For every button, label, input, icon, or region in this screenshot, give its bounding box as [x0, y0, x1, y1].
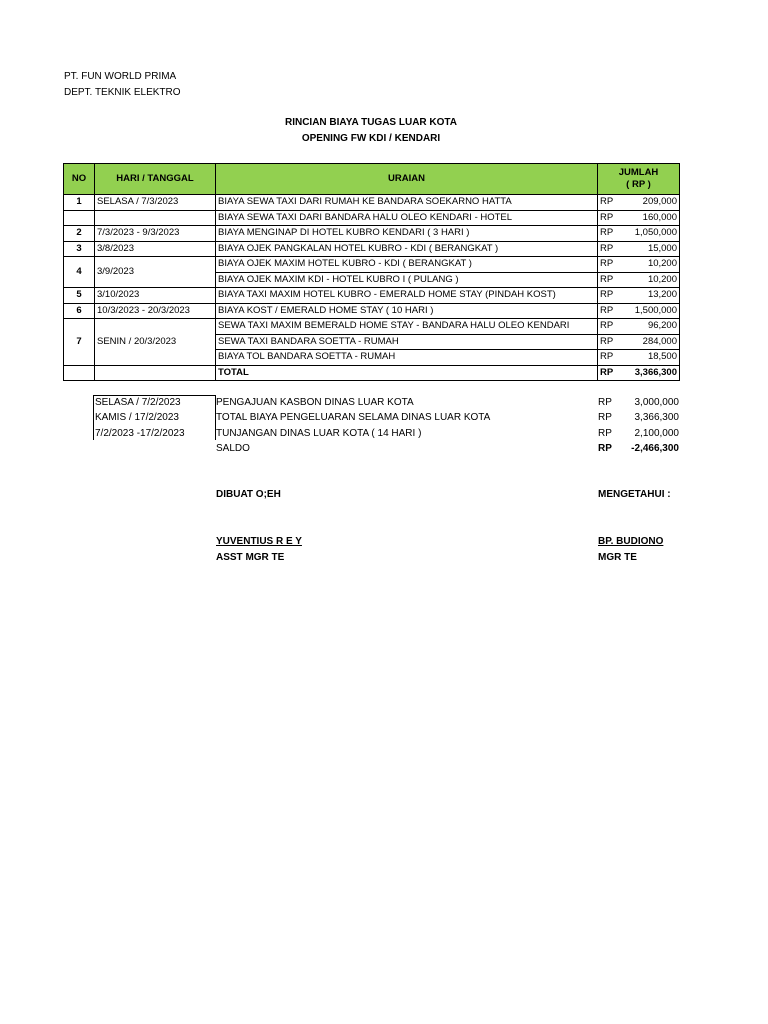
- header-amount: [598, 164, 680, 195]
- maker-name: YUVENTIUS R E Y: [216, 536, 302, 547]
- row-amount: 160,000: [622, 210, 680, 226]
- document-subtitle: OPENING FW KDI / KENDARI: [301, 133, 441, 144]
- row-currency: RP: [598, 319, 622, 335]
- row-description: SEWA TAXI MAXIM BEMERALD HOME STAY - BANDARA HALU OLEO KENDARI: [216, 319, 598, 335]
- row-amount: 1,050,000: [622, 226, 680, 242]
- row-no: 4: [64, 257, 95, 288]
- table-row: [64, 257, 680, 273]
- row-amount: 284,000: [622, 334, 680, 350]
- header-amount-line1: JUMLAH: [618, 167, 659, 178]
- expense-table: [63, 163, 680, 381]
- summary-description: TUNJANGAN DINAS LUAR KOTA ( 14 HARI ): [216, 428, 422, 439]
- row-currency: RP: [598, 226, 622, 242]
- row-no: [64, 210, 95, 226]
- department-name: DEPT. TEKNIK ELEKTRO: [64, 87, 181, 98]
- summary-amount: 3,000,000: [634, 397, 679, 408]
- row-date: 3/10/2023: [95, 288, 216, 304]
- summary-date: SELASA / 7/2/2023: [95, 397, 181, 408]
- total-amount: 3,366,300: [622, 365, 680, 381]
- approver-name: BP. BUDIONO: [598, 536, 664, 547]
- summary-description: TOTAL BIAYA PENGELUARAN SELAMA DINAS LUAR KOTA: [216, 412, 491, 423]
- row-currency: RP: [598, 272, 622, 288]
- row-date: 10/3/2023 - 20/3/2023: [95, 303, 216, 319]
- row-date: SENIN / 20/3/2023: [95, 319, 216, 366]
- total-empty-date: [95, 365, 216, 381]
- made-by-label: DIBUAT O;EH: [216, 489, 281, 500]
- row-no: 6: [64, 303, 95, 319]
- summary-date: 7/2/2023 -17/2/2023: [95, 428, 185, 439]
- row-date: 3/8/2023: [95, 241, 216, 257]
- approver-title: MGR TE: [598, 552, 637, 563]
- row-currency: RP: [598, 303, 622, 319]
- row-description: BIAYA MENGINAP DI HOTEL KUBRO KENDARI ( 3 HARI ): [216, 226, 598, 242]
- header-date: HARI / TANGGAL: [95, 164, 216, 195]
- table-row: [64, 195, 680, 211]
- table-row: [64, 303, 680, 319]
- row-amount: 209,000: [622, 195, 680, 211]
- row-description: BIAYA TOL BANDARA SOETTA - RUMAH: [216, 350, 598, 366]
- row-no: 2: [64, 226, 95, 242]
- total-currency: RP: [598, 365, 622, 381]
- row-amount: 10,200: [622, 257, 680, 273]
- row-date: SELASA / 7/3/2023: [95, 195, 216, 211]
- summary-currency: RP: [598, 412, 612, 423]
- row-currency: RP: [598, 241, 622, 257]
- summary-date: KAMIS / 17/2/2023: [95, 412, 179, 423]
- row-amount: 1,500,000: [622, 303, 680, 319]
- header-no: NO: [64, 164, 95, 195]
- total-label: TOTAL: [216, 365, 598, 381]
- summary-currency: RP: [598, 397, 612, 408]
- table-row: [64, 226, 680, 242]
- row-amount: 18,500: [622, 350, 680, 366]
- document-title: RINCIAN BIAYA TUGAS LUAR KOTA: [284, 117, 458, 128]
- row-date: 3/9/2023: [95, 257, 216, 288]
- summary-amount: 3,366,300: [634, 412, 679, 423]
- table-header-row: [64, 164, 680, 195]
- row-no: 3: [64, 241, 95, 257]
- row-description: BIAYA OJEK MAXIM HOTEL KUBRO - KDI ( BERANGKAT ): [216, 257, 598, 273]
- row-amount: 15,000: [622, 241, 680, 257]
- row-currency: RP: [598, 334, 622, 350]
- row-currency: RP: [598, 350, 622, 366]
- row-description: BIAYA SEWA TAXI DARI BANDARA HALU OLEO KENDARI - HOTEL: [216, 210, 598, 226]
- row-amount: 10,200: [622, 272, 680, 288]
- summary-description: PENGAJUAN KASBON DINAS LUAR KOTA: [216, 397, 414, 408]
- row-description: SEWA TAXI BANDARA SOETTA - RUMAH: [216, 334, 598, 350]
- table-row: [64, 288, 680, 304]
- row-currency: RP: [598, 195, 622, 211]
- row-amount: 13,200: [622, 288, 680, 304]
- total-row: [64, 365, 680, 381]
- row-currency: RP: [598, 257, 622, 273]
- row-currency: RP: [598, 288, 622, 304]
- row-no: 7: [64, 319, 95, 366]
- balance-amount: -2,466,300: [631, 443, 679, 454]
- summary-currency: RP: [598, 428, 612, 439]
- total-empty-no: [64, 365, 95, 381]
- table-row: [64, 241, 680, 257]
- row-description: BIAYA SEWA TAXI DARI RUMAH KE BANDARA SOEKARNO HATTA: [216, 195, 598, 211]
- known-by-label: MENGETAHUI :: [598, 489, 671, 500]
- table-row: [64, 319, 680, 335]
- table-row: [64, 210, 680, 226]
- company-name: PT. FUN WORLD PRIMA: [64, 71, 177, 82]
- row-currency: RP: [598, 210, 622, 226]
- balance-currency: RP: [598, 443, 612, 454]
- balance-label: SALDO: [216, 443, 250, 454]
- row-description: BIAYA OJEK MAXIM KDI - HOTEL KUBRO I ( PULANG ): [216, 272, 598, 288]
- header-amount-line2: ( RP ): [626, 179, 651, 190]
- row-date: [95, 210, 216, 226]
- summary-amount: 2,100,000: [634, 428, 679, 439]
- row-description: BIAYA TAXI MAXIM HOTEL KUBRO - EMERALD HOME STAY (PINDAH KOST): [216, 288, 598, 304]
- row-description: BIAYA KOST / EMERALD HOME STAY ( 10 HARI ): [216, 303, 598, 319]
- maker-title: ASST MGR TE: [216, 552, 285, 563]
- row-date: 7/3/2023 - 9/3/2023: [95, 226, 216, 242]
- row-no: 5: [64, 288, 95, 304]
- row-amount: 96,200: [622, 319, 680, 335]
- row-no: 1: [64, 195, 95, 211]
- row-description: BIAYA OJEK PANGKALAN HOTEL KUBRO - KDI ( BERANGKAT ): [216, 241, 598, 257]
- header-description: URAIAN: [216, 164, 598, 195]
